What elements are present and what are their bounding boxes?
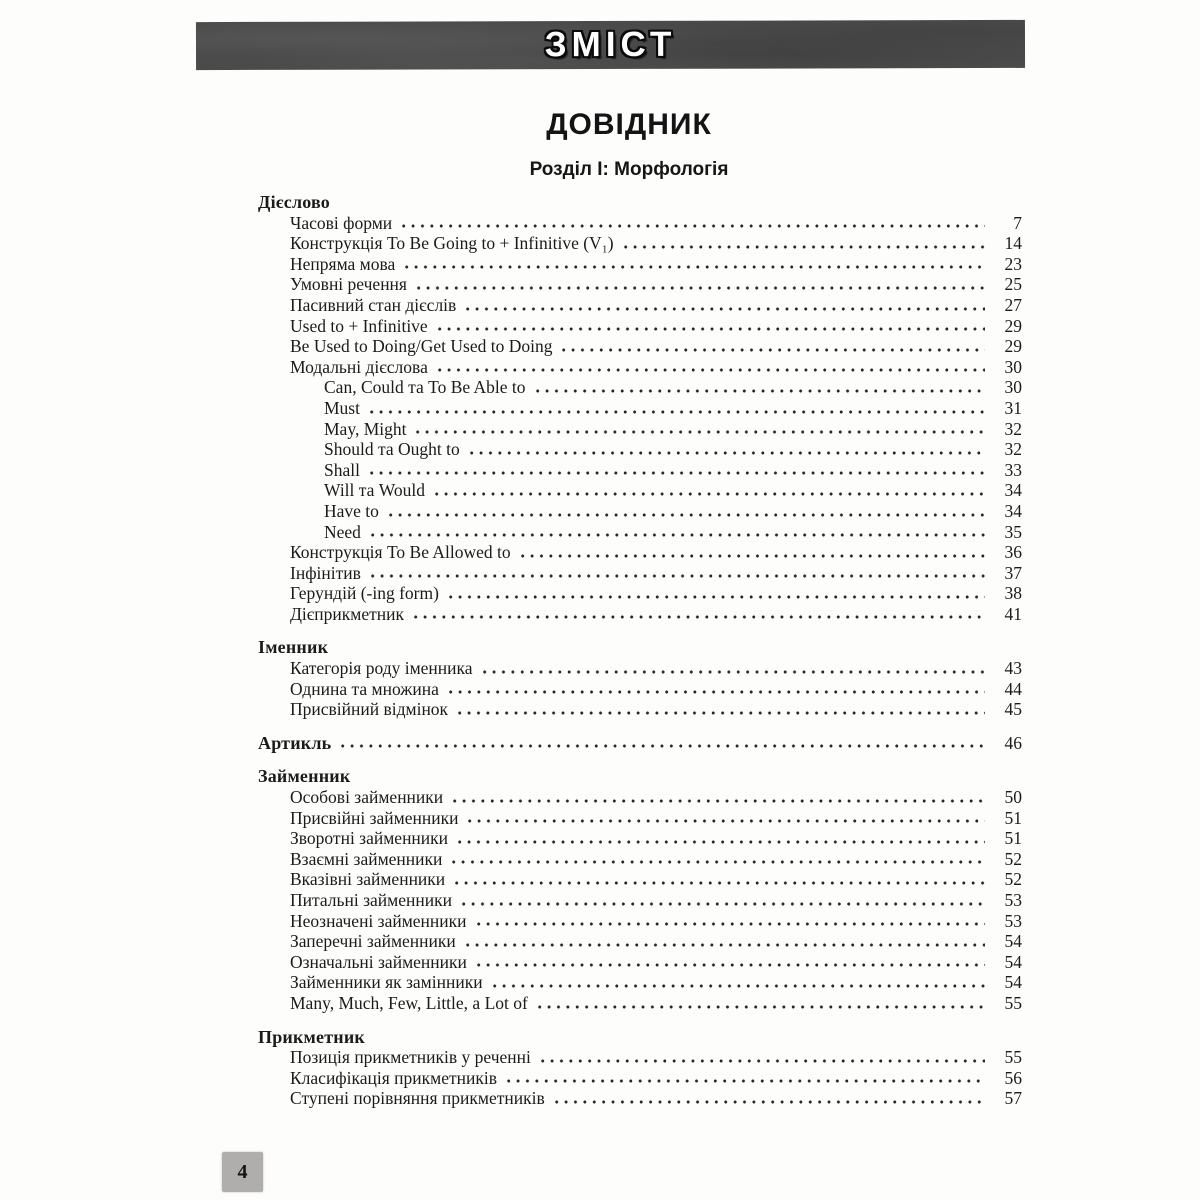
toc-section bbox=[258, 637, 1022, 719]
entry-label: Зворотні займенники bbox=[290, 828, 449, 849]
toc-entry bbox=[258, 849, 1022, 870]
dot-leader bbox=[559, 336, 985, 357]
dot-leader bbox=[480, 658, 985, 679]
entry-label: Shall bbox=[324, 459, 360, 480]
entry-label: Ступені порівняння прикметників bbox=[290, 1088, 545, 1109]
toc-entry bbox=[258, 993, 1022, 1014]
toc-entry bbox=[258, 890, 1022, 911]
dot-leader bbox=[414, 274, 985, 295]
entry-page-number: 54 bbox=[1004, 931, 1022, 952]
dot-leader bbox=[467, 439, 985, 460]
entry-page-number: 56 bbox=[1004, 1067, 1022, 1088]
dot-leader bbox=[621, 233, 985, 254]
toc-entry bbox=[258, 336, 1022, 357]
entry-label: Особові займенники bbox=[290, 787, 444, 808]
entry-page-number: 32 bbox=[1004, 439, 1022, 460]
toc-entry bbox=[258, 274, 1022, 295]
entry-label: Many, Much, Few, Little, a Lot of bbox=[290, 992, 528, 1013]
entry-page-number: 52 bbox=[1004, 848, 1022, 869]
entry-page-number: 51 bbox=[1004, 828, 1022, 849]
entry-page-number: 52 bbox=[1004, 869, 1022, 890]
entry-label: Присвійний відмінок bbox=[290, 699, 449, 720]
dot-leader bbox=[518, 542, 985, 563]
dot-leader bbox=[463, 295, 985, 316]
toc-entry bbox=[258, 911, 1022, 932]
entry-page-number: 7 bbox=[1013, 212, 1022, 233]
entry-label: Умовні речення bbox=[290, 274, 407, 295]
dot-leader bbox=[450, 787, 985, 808]
toc-entry bbox=[258, 522, 1022, 543]
dot-leader bbox=[552, 1088, 985, 1109]
entry-page-number: 53 bbox=[1004, 890, 1022, 910]
dot-leader bbox=[474, 911, 985, 932]
toc-entry bbox=[258, 357, 1022, 378]
entry-page-number: 43 bbox=[1004, 658, 1022, 679]
entry-page-number: 31 bbox=[1004, 397, 1022, 418]
entry-label: Will та Would bbox=[324, 480, 426, 501]
contents-banner bbox=[196, 20, 1025, 70]
entry-page-number: 53 bbox=[1004, 910, 1022, 931]
dot-leader bbox=[367, 398, 985, 419]
entry-label: Займенники як замінники bbox=[290, 972, 483, 993]
toc-entry bbox=[258, 869, 1022, 890]
dot-leader bbox=[432, 480, 985, 501]
toc-entry bbox=[258, 316, 1022, 337]
toc-entry bbox=[258, 213, 1022, 234]
toc-entry bbox=[258, 1088, 1022, 1109]
toc-section-title bbox=[258, 1027, 1022, 1048]
entry-label: Заперечні займенники bbox=[290, 931, 456, 952]
dot-leader bbox=[367, 460, 985, 481]
entry-label: Have to bbox=[324, 500, 379, 521]
entry-label: Дієприкметник bbox=[290, 603, 405, 624]
toc-entry bbox=[258, 480, 1022, 501]
dot-leader bbox=[474, 952, 985, 973]
entry-page-number: 23 bbox=[1004, 253, 1022, 274]
dot-leader bbox=[463, 931, 985, 952]
entry-label: Should та Ought to bbox=[324, 439, 460, 460]
toc-section-title bbox=[258, 733, 1022, 754]
entry-label: Класифікація прикметників bbox=[290, 1067, 497, 1088]
dot-leader bbox=[535, 993, 985, 1014]
dot-leader bbox=[490, 972, 985, 993]
toc-entry bbox=[258, 439, 1022, 460]
dot-leader bbox=[338, 733, 985, 754]
toc-entry bbox=[258, 1068, 1022, 1089]
dot-leader bbox=[446, 583, 985, 604]
footer-page-number: 4 bbox=[237, 1160, 248, 1183]
entry-label: Означальні займенники bbox=[290, 951, 467, 972]
toc-entry bbox=[258, 233, 1022, 254]
dot-leader bbox=[368, 563, 985, 584]
toc-entry bbox=[258, 1047, 1022, 1068]
entry-page-number: 55 bbox=[1004, 992, 1022, 1013]
dot-leader bbox=[452, 869, 985, 890]
entry-page-number: 30 bbox=[1004, 377, 1022, 398]
entry-page-number: 55 bbox=[1004, 1047, 1022, 1068]
toc-section-title bbox=[258, 766, 1022, 787]
entry-page-number: 50 bbox=[1004, 787, 1022, 808]
entry-label: Be Used to Doing/Get Used to Doing bbox=[290, 336, 553, 357]
entry-page-number: 54 bbox=[1004, 951, 1022, 972]
entry-label: Прикметник bbox=[258, 1026, 365, 1047]
entry-label: Must bbox=[324, 397, 360, 418]
entry-page-number: 32 bbox=[1004, 418, 1022, 439]
entry-page-number: 30 bbox=[1004, 356, 1022, 377]
dot-leader bbox=[368, 522, 985, 543]
entry-label: Непряма мова bbox=[290, 253, 396, 274]
toc-entry bbox=[258, 377, 1022, 398]
toc bbox=[258, 192, 1022, 1109]
entry-label: Used to + Infinitive bbox=[290, 315, 428, 336]
dot-leader bbox=[435, 316, 985, 337]
toc-entry bbox=[258, 460, 1022, 481]
entry-label: Конструкція To Be Going to + Infinitive (V₁) bbox=[290, 233, 614, 254]
entry-page-number: 54 bbox=[1004, 972, 1022, 993]
entry-page-number: 14 bbox=[1004, 233, 1022, 254]
entry-page-number: 34 bbox=[1004, 500, 1022, 521]
entry-label: Присвійні займенники bbox=[290, 807, 459, 828]
chapter-heading: Розділ І: Морфологія bbox=[529, 159, 729, 180]
entry-label: Однина та множина bbox=[290, 678, 439, 699]
entry-label: Герундій (-ing form) bbox=[290, 583, 439, 604]
entry-label: Категорія роду іменника bbox=[290, 658, 473, 679]
entry-page-number: 45 bbox=[1004, 699, 1022, 720]
entry-page-number: 57 bbox=[1004, 1088, 1022, 1109]
page-headings bbox=[196, 108, 1062, 181]
contents-banner-title: ЗМІСТ bbox=[544, 24, 677, 65]
dot-leader bbox=[411, 604, 985, 625]
entry-page-number: 25 bbox=[1004, 274, 1022, 295]
entry-label: Артикль bbox=[258, 732, 332, 753]
entry-page-number: 44 bbox=[1004, 678, 1022, 699]
entry-label: Іменник bbox=[258, 637, 329, 658]
entry-label: Інфінітив bbox=[290, 562, 361, 583]
toc-entry bbox=[258, 828, 1022, 849]
dot-leader bbox=[399, 213, 985, 234]
entry-page-number: 51 bbox=[1004, 807, 1022, 828]
entry-page-number: 36 bbox=[1004, 542, 1022, 563]
entry-label: Дієслово bbox=[258, 192, 331, 212]
entry-page-number: 41 bbox=[1004, 603, 1022, 624]
entry-label: Позиція прикметників у реченні bbox=[290, 1047, 531, 1068]
toc-entry bbox=[258, 295, 1022, 316]
toc-section bbox=[258, 733, 1022, 754]
toc-section-title bbox=[258, 192, 1022, 213]
toc-entry bbox=[258, 398, 1022, 419]
entry-page-number: 29 bbox=[1004, 315, 1022, 336]
toc-entry bbox=[258, 952, 1022, 973]
toc-entry bbox=[258, 419, 1022, 440]
toc-entry bbox=[258, 254, 1022, 275]
toc-entry bbox=[258, 679, 1022, 700]
dot-leader bbox=[533, 377, 985, 398]
entry-label: Неозначені займенники bbox=[290, 910, 467, 931]
toc-entry bbox=[258, 604, 1022, 625]
toc-entry bbox=[258, 658, 1022, 679]
toc-section bbox=[258, 192, 1022, 624]
entry-page-number: 35 bbox=[1004, 521, 1022, 542]
entry-label: Займенник bbox=[258, 766, 351, 787]
dot-leader bbox=[386, 501, 985, 522]
dot-leader bbox=[402, 254, 985, 275]
dot-leader bbox=[449, 849, 985, 870]
entry-label: Can, Could та To Be Able to bbox=[324, 377, 526, 398]
entry-label: Конструкція To Be Allowed to bbox=[290, 542, 511, 563]
entry-label: Need bbox=[324, 521, 361, 542]
entry-page-number: 34 bbox=[1004, 480, 1022, 501]
dot-leader bbox=[446, 679, 985, 700]
entry-label: Вказівні займенники bbox=[290, 869, 446, 890]
entry-label: Пасивний стан дієслів bbox=[290, 294, 457, 315]
footer-page-badge bbox=[222, 1152, 263, 1192]
dot-leader bbox=[435, 357, 985, 378]
entry-page-number: 46 bbox=[1004, 732, 1022, 753]
entry-label: Питальні займенники bbox=[290, 890, 452, 910]
dot-leader bbox=[455, 828, 985, 849]
toc-section-title bbox=[258, 637, 1022, 658]
toc-entry bbox=[258, 501, 1022, 522]
toc-entry bbox=[258, 583, 1022, 604]
entry-label: Взаємні займенники bbox=[290, 848, 443, 869]
entry-label: May, Might bbox=[324, 418, 407, 439]
dot-leader bbox=[413, 419, 985, 440]
toc-entry bbox=[258, 808, 1022, 829]
entry-page-number: 37 bbox=[1004, 562, 1022, 583]
toc-entry bbox=[258, 542, 1022, 563]
dot-leader bbox=[465, 808, 985, 829]
entry-page-number: 38 bbox=[1004, 583, 1022, 604]
toc-entry bbox=[258, 699, 1022, 720]
dot-leader bbox=[538, 1047, 985, 1068]
entry-page-number: 27 bbox=[1004, 294, 1022, 315]
entry-label: Часові форми bbox=[290, 212, 393, 233]
toc-entry bbox=[258, 563, 1022, 584]
dot-leader bbox=[504, 1068, 985, 1089]
dot-leader bbox=[459, 890, 985, 911]
dot-leader bbox=[455, 699, 985, 720]
toc-entry bbox=[258, 787, 1022, 808]
toc-section bbox=[258, 1027, 1022, 1109]
entry-page-number: 33 bbox=[1004, 459, 1022, 480]
entry-page-number: 29 bbox=[1004, 336, 1022, 357]
toc-section bbox=[258, 766, 1022, 1013]
toc-entry bbox=[258, 972, 1022, 993]
toc-entry bbox=[258, 931, 1022, 952]
entry-label: Модальні дієслова bbox=[290, 356, 428, 377]
handbook-heading: ДОВІДНИК bbox=[546, 108, 712, 141]
